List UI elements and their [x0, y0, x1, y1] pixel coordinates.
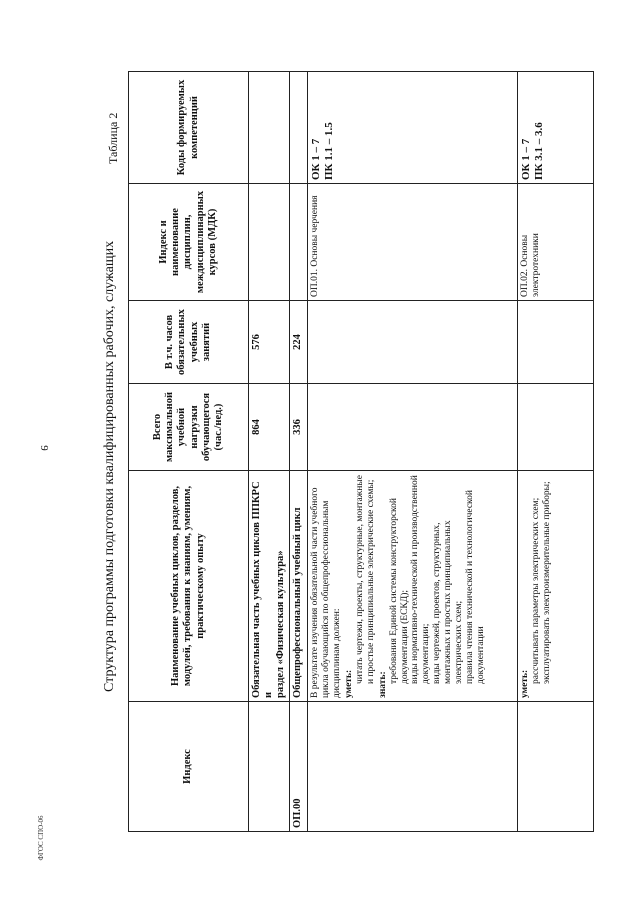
cell-name [308, 471, 518, 702]
mandatory-line-2: раздел «Физическая культура» [275, 550, 287, 698]
cell-required [308, 301, 518, 384]
cell-max-load: 336 [290, 384, 308, 471]
footer-code: ФГОС СПО-06 [37, 815, 45, 861]
cell-max-load [518, 384, 594, 471]
cell-discipline: ОП.01. Основы черчения [308, 184, 518, 301]
cell-required: 224 [290, 301, 308, 384]
cell-name: Общепрофессиональный учебный цикл [290, 471, 308, 702]
cell-codes [518, 72, 594, 184]
cell-index [308, 702, 518, 832]
cell-max-load: 864 [249, 384, 290, 471]
table-row-op01 [308, 72, 518, 832]
page-number: 9 [38, 445, 50, 451]
cell-required: 576 [249, 301, 290, 384]
op01-codes-pk: ПК 1.1 – 1.5 [322, 122, 335, 180]
structure-table [128, 71, 594, 832]
cell-discipline: ОП.02. Основы электротехники [518, 184, 594, 301]
op01-intro: В результате изучения обязательной части учебного цикла обучающийся по общепрофессиональным дисциплинам должен: [310, 487, 343, 698]
op01-codes-ok: ОК 1 – 7 [310, 138, 323, 180]
header-required: В т.ч. часов обязательных учебных занятий [129, 301, 249, 384]
header-row [129, 72, 249, 832]
op02-can-2: эксплуатировать электроизмерительные приборы; [542, 481, 553, 684]
cell-discipline [249, 184, 290, 301]
table-row-op02 [518, 72, 594, 832]
rotated-page-content [90, 72, 595, 832]
op02-codes-pk: ПК 3.1 – 3.6 [532, 122, 545, 180]
op01-can-item: читать чертежи, проекты, структурные, монтажные и простые принципиальные электрические схемы; [354, 475, 376, 684]
header-name: Наименование учебных циклов, разделов, модулей, требования к знаниям, умениям, практическому опыту [129, 471, 249, 702]
op01-can-label: уметь: [343, 669, 354, 698]
cell-name [249, 471, 290, 702]
op01-know-label: знать: [377, 671, 388, 698]
op02-codes-ok: ОК 1 – 7 [520, 138, 533, 180]
header-max-load: Всего максимальной учебной нагрузки обучающегося (час./нед.) [129, 384, 249, 471]
header-index: Индекс [129, 702, 249, 832]
op01-know-1: требования Единой системы конструкторской документации (ЕСКД); [388, 497, 410, 684]
header-discipline: Индекс и наименование дисциплин, междисциплинарных курсов (МДК) [129, 184, 249, 301]
page-title: Структура программы подготовки квалифицированных рабочих, служащих [102, 240, 117, 692]
cell-index: ОП.00 [290, 702, 308, 832]
op01-know-3: виды чертежей, проектов, структурных, монтажных и простых принципиальных электрических схем; [432, 520, 465, 684]
table-row-op00 [290, 72, 308, 832]
cell-index [249, 702, 290, 832]
cell-required [518, 301, 594, 384]
cell-discipline [290, 184, 308, 301]
cell-max-load [308, 384, 518, 471]
table-label: Таблица 2 [106, 112, 120, 164]
op02-can-1: рассчитывать параметры электрических схем; [531, 497, 542, 684]
op01-know-2: виды нормативно-технической и производственной документации; [410, 475, 432, 684]
header-codes: Коды формируемых компетенций [129, 72, 249, 184]
cell-codes [290, 72, 308, 184]
table-row-mandatory [249, 72, 290, 832]
cell-index [518, 702, 594, 832]
op02-can-label: уметь: [520, 669, 531, 698]
cell-name [518, 471, 594, 702]
op01-know-4: правила чтения технической и технологической документации [465, 489, 487, 684]
mandatory-line-1: Обязательная часть учебных циклов ППКРС и [251, 481, 275, 698]
cell-codes [308, 72, 518, 184]
cell-codes [249, 72, 290, 184]
